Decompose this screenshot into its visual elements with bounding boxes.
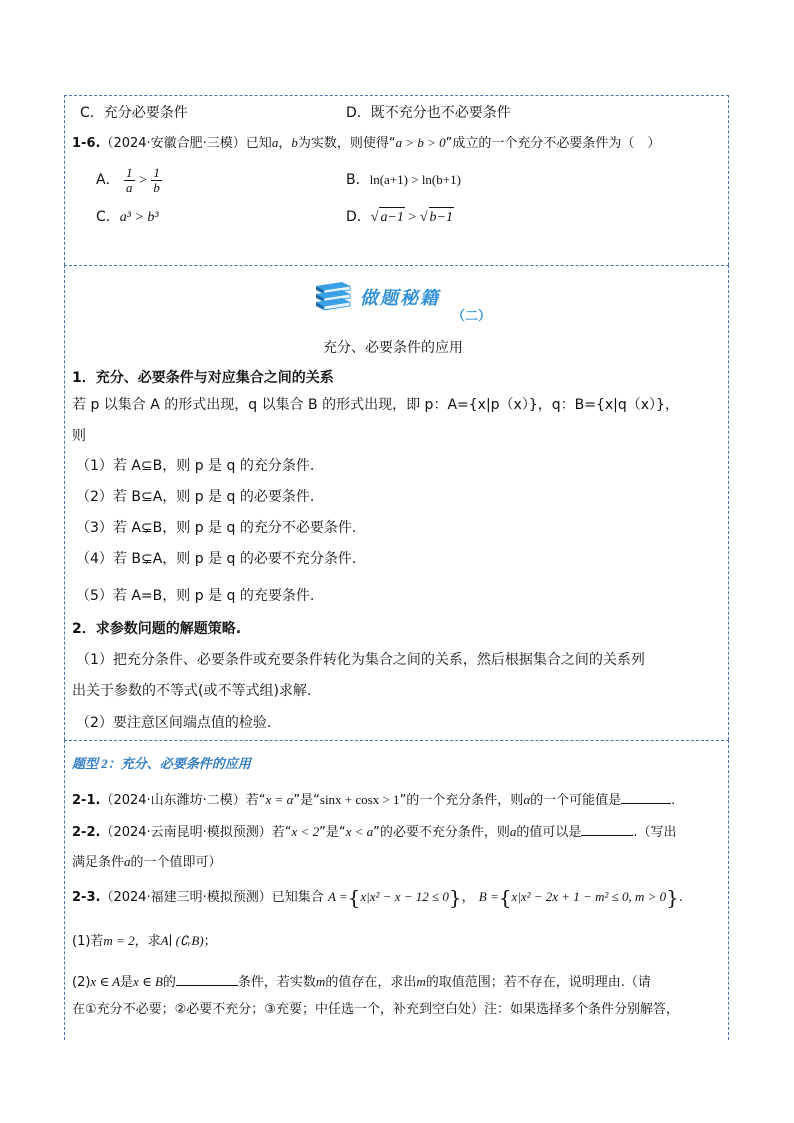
relation-item: （3）若 A⊊B，则 p 是 q 的充分不必要条件.	[76, 520, 357, 536]
frame-top-edge	[64, 95, 729, 96]
question-number: 2-3.	[72, 890, 101, 905]
question-text: ”是“	[293, 793, 320, 808]
math-expr: x = α	[265, 792, 294, 807]
point-2-title: 2．求参数问题的解题策略.	[72, 621, 242, 637]
question-source: （2024·安徽合肥·三模）	[100, 136, 246, 151]
question-2-3: 2-3.（2024·福建三明·模拟预测）已知集合 A ={x|x² − x − 12 ≤ 0}， B ={x|x² − 2x + 1 − m² ≤ 0, m > 0}.	[72, 885, 684, 910]
question-text: (2)	[72, 975, 91, 990]
question-number: 1-6.	[72, 136, 101, 151]
answer-blank[interactable]	[176, 971, 238, 986]
books-icon	[312, 280, 354, 314]
question-number: 2-1.	[72, 793, 101, 808]
set-b-lhs: B =	[478, 889, 499, 904]
sqrt-right: b−1	[429, 207, 454, 228]
math-expr: x < a	[345, 824, 374, 839]
question-2-3-part-2-line-2: 在①充分不必要；②必要不充分；③充要；中任选一个，补充到空白处）注：如果选择多个条件分别解答，	[72, 1002, 679, 1017]
math-expr: x < 2	[291, 824, 320, 839]
point-1-title: 1．充分、必要条件与对应集合之间的关系	[72, 370, 334, 386]
question-text: （2024·山东潍坊·二模）若“	[100, 793, 266, 808]
question-text: .	[671, 793, 676, 808]
option-label: B．	[346, 172, 370, 188]
relation-item: （1）若 A⊆B，则 p 是 q 的充分条件.	[76, 458, 315, 474]
question-text: （2024·福建三明·模拟预测）已知集合	[100, 890, 324, 905]
fraction-1-over-b: $\frac{1}{b}$	[153, 164, 160, 195]
math-expr: m = 2	[103, 933, 135, 948]
question-text: 的一个值即可）	[130, 855, 222, 870]
set-b-body: x|x² − 2x + 1 − m² ≤ 0, m > 0	[511, 889, 667, 904]
question-text: ”的一个充分条件，则	[399, 793, 524, 808]
option-d-prev: D．既不充分也不必要条件	[346, 105, 511, 121]
option-c-math: a³ > b³	[119, 210, 159, 225]
question-text: 的一个可能值是	[530, 793, 622, 808]
section-heading: 充分、必要条件的应用	[323, 340, 463, 356]
var-a: a	[271, 135, 279, 150]
point-2-line-1: （1）把充分条件、必要条件或充要条件转化为集合之间的关系，然后根据集合之间的关系列	[76, 652, 645, 668]
math-expr: x ∈ A	[90, 974, 121, 989]
question-text: 条件，若实数	[237, 975, 316, 990]
var-m: m	[416, 974, 426, 989]
answer-blank[interactable]	[581, 821, 633, 836]
option-d: D．√ a−1 > √ b−1	[346, 207, 454, 228]
option-a: A． $\frac{1}{a}$ > $\frac{1}{b}$	[96, 164, 160, 195]
question-2-3-part-2	[72, 971, 651, 993]
question-2-1	[72, 789, 675, 811]
banner-subtitle: （二）	[452, 309, 492, 324]
question-text: ；	[203, 934, 217, 949]
relation-item: （4）若 B⊊A，则 p 是 q 的必要不充分条件.	[76, 551, 357, 567]
tips-banner	[312, 278, 512, 322]
question-2-2-line-2	[72, 852, 222, 873]
question-2-2	[72, 821, 677, 843]
question-text: (1)若	[72, 934, 104, 949]
option-label: C．	[96, 209, 120, 225]
question-text: .（写出	[633, 825, 677, 840]
question-text: ，求	[134, 934, 161, 949]
point-1-line-2: 则	[72, 428, 86, 444]
var-alpha: a	[509, 824, 517, 839]
set-a-body: x|x² − x − 12 ≤ 0	[360, 889, 449, 904]
question-text: 是	[120, 975, 134, 990]
option-c	[96, 207, 159, 228]
option-c-prev: C．充分必要条件	[80, 105, 188, 121]
question-text: （2024·云南昆明·模拟预测）若“	[100, 825, 292, 840]
var-m: m	[315, 974, 326, 989]
stem-text: ”成立的一个充分不必要条件为（ ）	[445, 136, 661, 151]
fraction-1-over-a: $\frac{1}{a}$	[126, 164, 133, 195]
sqrt-left: a−1	[379, 207, 404, 228]
point-2-line-2: 出关于参数的不等式(或不等式组)求解.	[72, 683, 312, 699]
math-expr: A∣ (∁ᵣB)	[160, 933, 204, 948]
math-expr: sinx + cosx > 1	[319, 792, 400, 807]
question-number: 2-2.	[72, 825, 101, 840]
option-b	[346, 170, 461, 190]
question-text: 的取值范围；若不存在，说明理由.（请	[425, 975, 651, 990]
set-a-lhs: A =	[327, 889, 348, 904]
question-text: 的	[162, 975, 176, 990]
var-b: b	[291, 135, 298, 150]
point-1-line-1: 若 p 以集合 A 的形式出现，q 以集合 B 的形式出现，即 p：A={x|p（x）}，q：B={x|q（x）}，	[72, 397, 679, 413]
stem-text: ，	[278, 136, 292, 151]
point-2-line-3: （2）要注意区间端点值的检验.	[76, 715, 272, 731]
stem-text: 为实数，则使得“	[297, 136, 396, 151]
var-alpha: α	[523, 792, 531, 807]
question-text: ”的必要不充分条件，则	[373, 825, 510, 840]
answer-blank[interactable]	[621, 789, 671, 804]
relation-item: （2）若 B⊆A，则 p 是 q 的必要条件.	[76, 489, 315, 505]
stem-text: 已知	[245, 136, 272, 151]
option-b-math: ln(a+1) > ln(b+1)	[369, 172, 461, 187]
relation-item: （5）若 A=B，则 p 是 q 的充要条件.	[76, 588, 315, 604]
condition-math: a > b > 0	[395, 135, 446, 150]
question-text: ，	[461, 890, 475, 905]
option-label: A．	[96, 172, 120, 188]
question-2-3-part-1	[72, 931, 217, 952]
question-text: 的值存在，求出	[325, 975, 417, 990]
topic-title: 题型 2：充分、必要条件的应用	[72, 756, 251, 771]
option-label: D．	[346, 209, 371, 225]
question-text: .	[678, 890, 684, 905]
math-expr: x ∈ B	[133, 974, 163, 989]
question-text: 满足条件	[72, 855, 125, 870]
banner-title: 做题秘籍	[360, 288, 440, 308]
var-alpha: a	[124, 854, 131, 869]
question-text: ”是“	[319, 825, 346, 840]
question-text: 的值可以是	[516, 825, 582, 840]
question-1-6	[72, 133, 660, 154]
